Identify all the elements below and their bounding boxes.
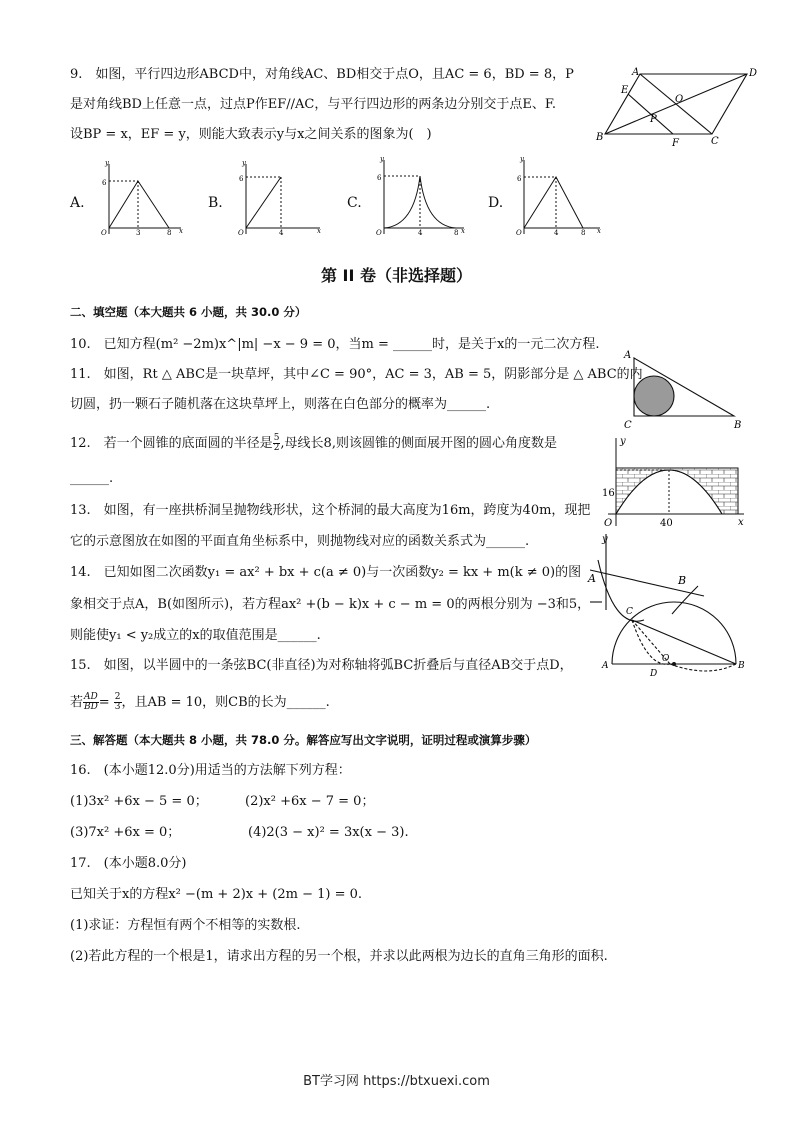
q12-text-b: ,母线长8,则该圆锥的侧面展开图的圆心角度数是 (280, 436, 557, 451)
svg-text:y: y (105, 160, 109, 167)
svg-text:6: 6 (517, 175, 522, 183)
q17-line-3: (2)若此方程的一个根是1，请求出方程的另一个根，并求以此两根为边长的直角三角形的面积. (70, 949, 608, 964)
svg-text:D: D (650, 669, 658, 679)
svg-text:8: 8 (167, 229, 172, 237)
svg-text:y: y (380, 156, 384, 163)
q17-line-1: 已知关于x的方程x² −(m + 2)x + (2m − 1) = 0. (70, 887, 363, 902)
svg-text:4: 4 (418, 229, 423, 237)
svg-text:D: D (749, 68, 758, 79)
svg-text:A: A (624, 350, 632, 361)
q12-fraction: $\frac{5}{2}$ (273, 433, 280, 453)
svg-text:C: C (624, 420, 632, 431)
q9-option-b-label[interactable]: B. (208, 195, 223, 211)
q9-option-b-graph[interactable] (232, 160, 327, 240)
svg-text:3: 3 (136, 229, 141, 237)
q17-title: 17. (本小题8.0分) (70, 856, 187, 871)
svg-text:x: x (597, 227, 601, 235)
q14-line-3: 则能使y₁ < y₂成立的x的取值范围是______. (70, 628, 321, 643)
q15-text-b: = (98, 695, 114, 710)
svg-text:O: O (376, 229, 382, 237)
q9-line-2: 是对角线BD上任意一点，过点P作EF//AC，与平行四边形的两条边分别交于点E、F. (70, 97, 556, 112)
svg-text:A: A (588, 572, 596, 585)
svg-text:B: B (738, 661, 745, 671)
svg-text:4: 4 (279, 229, 284, 237)
q9-option-d-graph[interactable] (510, 156, 605, 240)
svg-text:A: A (632, 67, 640, 78)
svg-text:8: 8 (454, 229, 459, 237)
q9-parallelogram-figure (592, 62, 762, 152)
q12-line-1 (70, 434, 557, 453)
q11-line-1: 11. 如图，Rt △ ABC是一块草坪，其中∠C = 90°，AC = 3，AB = 5，阴影部分是 △ ABC的内 (70, 367, 643, 382)
svg-text:A: A (602, 661, 609, 671)
svg-text:16: 16 (602, 488, 615, 499)
svg-text:4: 4 (554, 229, 559, 237)
svg-text:B: B (678, 574, 687, 587)
svg-text:B: B (734, 420, 742, 431)
svg-text:O: O (516, 229, 522, 237)
q11-triangle-figure (618, 348, 748, 432)
svg-text:6: 6 (239, 175, 244, 183)
svg-text:y: y (620, 436, 626, 447)
q15-line-1: 15. 如图，以半圆中的一条弦BC(非直径)为对称轴将弧BC折叠后与直径AB交于点D， (70, 658, 573, 673)
svg-text:x: x (317, 227, 321, 235)
q14-line-2: 象相交于点A，B(如图所示)，若方程ax² +(b − k)x + c − m = 0的两根分别为 −3和5， (70, 597, 591, 612)
q16-part-4: (4)2(3 − x)² = 3x(x − 3). (248, 825, 409, 840)
q12-text-a: 12. 若一个圆锥的底面圆的半径是 (70, 436, 273, 451)
q13-line-2: 它的示意图放在如图的平面直角坐标系中，则抛物线对应的函数关系式为______. (70, 534, 530, 549)
q9-line-1: 9. 如图，平行四边形ABCD中，对角线AC、BD相交于点O，且AC = 6，BD = 8，P (70, 67, 574, 82)
q11-line-2: 切圆，扔一颗石子随机落在这块草坪上，则落在白色部分的概率为______. (70, 397, 491, 412)
footer-watermark[interactable]: BT学习网 https://btxuexi.com (303, 1074, 490, 1089)
svg-text:6: 6 (102, 179, 107, 187)
q10-text: 10. 已知方程(m² −2m)x^|m| −x − 9 = 0，当m = ______时，是关于x的一元二次方程. (70, 337, 600, 352)
q15-fraction-2: $\frac{2}{3}$ (114, 692, 121, 712)
svg-text:40: 40 (660, 518, 673, 529)
q15-semicircle-figure (598, 598, 750, 680)
svg-text:C: C (626, 607, 633, 617)
q17-line-2: (1)求证：方程恒有两个不相等的实数根. (70, 918, 301, 933)
q16-title: 16. (本小题12.0分)用适当的方法解下列方程： (70, 763, 351, 778)
svg-text:P: P (650, 114, 657, 125)
svg-text:C: C (711, 136, 719, 147)
q9-option-d-label[interactable]: D. (488, 195, 504, 211)
q9-option-c-label[interactable]: C. (347, 195, 362, 211)
q13-line-1: 13. 如图，有一座拱桥洞呈抛物线形状，这个桥洞的最大高度为16m，跨度为40m，现把 (70, 503, 591, 518)
svg-text:y: y (520, 156, 524, 163)
section-2-heading: 二、填空题（本大题共 6 小题，共 30.0 分） (70, 305, 307, 319)
svg-text:x: x (461, 227, 465, 235)
q16-part-3: (3)7x² +6x = 0； (70, 825, 181, 840)
q9-option-c-graph[interactable] (370, 156, 470, 240)
q9-option-a-label[interactable]: A. (70, 195, 85, 211)
svg-text:x: x (179, 227, 183, 235)
volume-2-title: 第 II 卷（非选择题） (320, 266, 473, 285)
svg-text:F: F (672, 138, 679, 149)
svg-text:y: y (602, 534, 608, 545)
svg-text:O: O (662, 654, 670, 664)
q9-option-a-graph[interactable] (95, 160, 185, 240)
svg-text:O: O (238, 229, 244, 237)
q12-line-2: ______. (70, 471, 114, 486)
svg-text:E: E (621, 85, 629, 96)
svg-text:O: O (604, 518, 613, 529)
svg-text:O: O (101, 229, 107, 237)
q15-fraction-1: $\frac{AD}{BD}$ (83, 692, 98, 712)
svg-text:y: y (242, 160, 246, 167)
q9-line-3: 设BP = x，EF = y，则能大致表示y与x之间关系的图象为( ) (70, 127, 432, 142)
q16-part-2: (2)x² +6x − 7 = 0； (245, 794, 375, 809)
q14-line-1: 14. 已知如图二次函数y₁ = ax² + bx + c(a ≠ 0)与一次函数y₂ = kx + m(k ≠ 0)的图 (70, 565, 582, 580)
svg-text:6: 6 (377, 174, 382, 182)
svg-text:B: B (596, 132, 604, 143)
section-3-heading: 三、解答题（本大题共 8 小题，共 78.0 分。解答应写出文字说明，证明过程或演算步骤） (70, 733, 537, 747)
svg-text:x: x (738, 517, 744, 528)
q13-bridge-figure (598, 434, 750, 530)
q16-part-1: (1)3x² +6x − 5 = 0； (70, 794, 208, 809)
svg-text:O: O (675, 94, 684, 105)
svg-text:8: 8 (581, 229, 586, 237)
q15-line-2 (70, 693, 330, 712)
q15-text-a: 若 (70, 695, 84, 710)
q15-text-c: ，且AB = 10，则CB的长为______. (121, 695, 330, 710)
